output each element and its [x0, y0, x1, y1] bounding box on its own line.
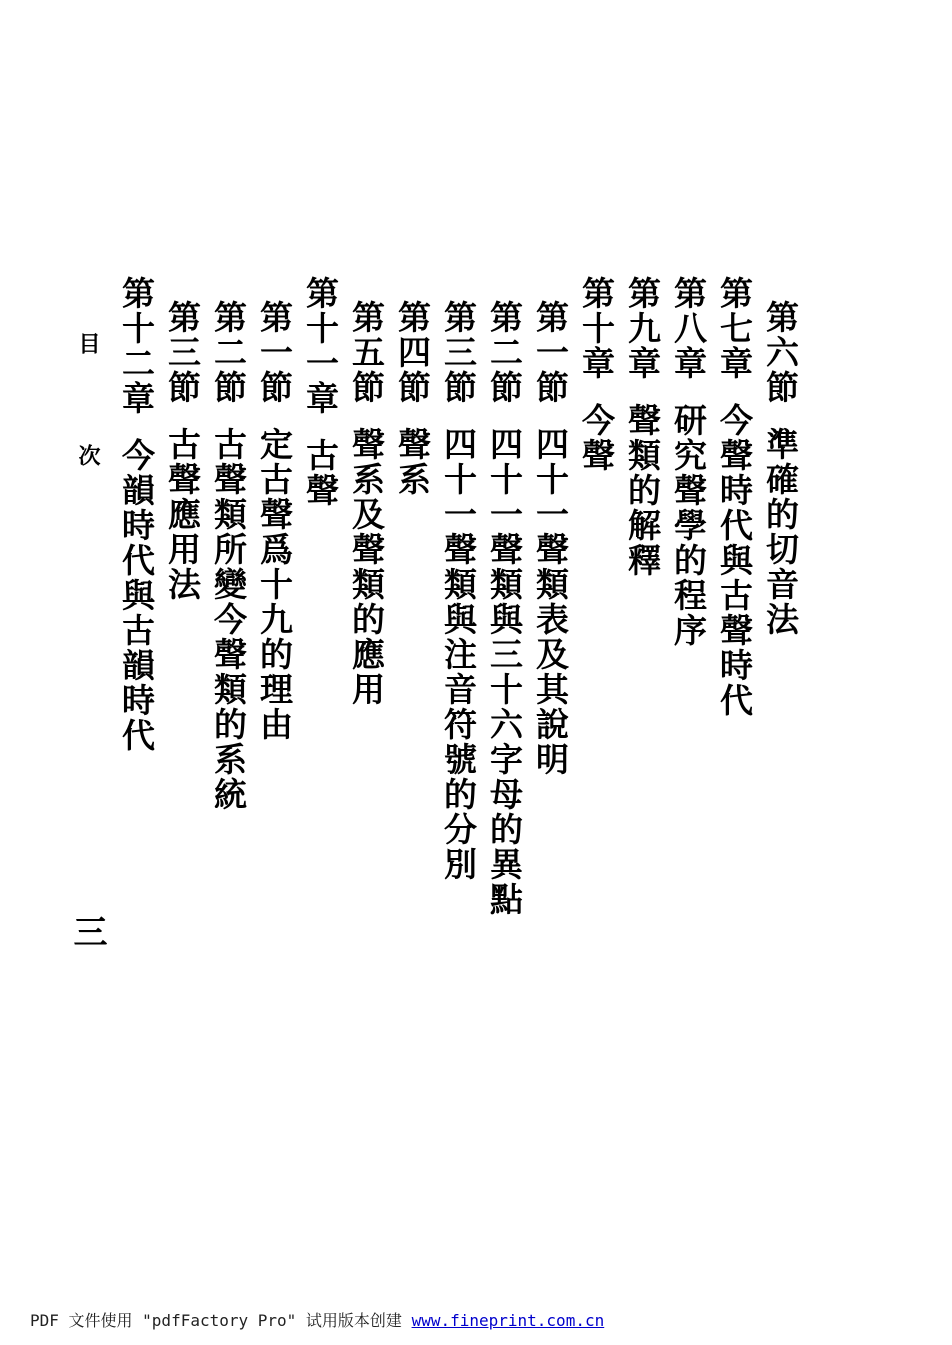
page-number: 三	[67, 914, 107, 948]
toc-entry-title: 研究聲學的程序	[669, 403, 708, 648]
footer-link[interactable]: www.fineprint.com.cn	[411, 1311, 605, 1330]
pdf-footer	[30, 1308, 604, 1331]
toc-entry-label: 第四節	[393, 300, 432, 405]
toc-entry-title: 準確的切音法	[761, 427, 800, 637]
toc-entry-label: 第二節	[209, 300, 248, 405]
toc-entry-ch10-sec2	[484, 300, 524, 917]
toc-entry-ch11	[300, 276, 340, 508]
running-head: 目次	[75, 332, 101, 556]
toc-entry-title: 今聲	[577, 403, 616, 473]
toc-entry-ch11-sec1	[254, 300, 294, 742]
toc-entry-ch9	[622, 276, 662, 578]
toc-entry-ch10-sec4	[392, 300, 432, 497]
toc-entry-label: 第六節	[761, 300, 800, 405]
toc-entry-ch10	[576, 276, 616, 473]
toc-entry-label: 第八章	[669, 276, 708, 381]
toc-entry-label: 第二節	[485, 300, 524, 405]
toc-entry-title: 四十一聲類與三十六字母的異點	[485, 427, 524, 917]
toc-entry-title: 四十一聲類表及其說明	[531, 427, 570, 777]
toc-entry-ch12	[116, 276, 156, 753]
toc-entry-ch11-sec2	[208, 300, 248, 812]
toc-entry-title: 古聲類所變今聲類的系統	[209, 427, 248, 812]
toc-entry-ch6-sec6	[760, 300, 800, 637]
toc-entry-title: 古聲應用法	[163, 427, 202, 602]
toc-entry-title: 聲類的解釋	[623, 403, 662, 578]
toc-entry-title: 今韻時代與古韻時代	[117, 438, 156, 753]
toc-entry-ch8	[668, 276, 708, 648]
toc-entry-label: 第三節	[439, 300, 478, 405]
toc-entry-label: 第七章	[715, 276, 754, 381]
toc-entry-label: 第三節	[163, 300, 202, 405]
toc-entry-label: 第一節	[255, 300, 294, 405]
toc-entry-title: 聲系及聲類的應用	[347, 427, 386, 707]
toc-entry-label: 第十章	[577, 276, 616, 381]
toc-entry-title: 古聲	[301, 438, 340, 508]
toc-entry-ch7	[714, 276, 754, 718]
toc-entry-ch10-sec3	[438, 300, 478, 882]
toc-entry-title: 四十一聲類與注音符號的分別	[439, 427, 478, 882]
toc-entry-title: 聲系	[393, 427, 432, 497]
toc-entry-ch10-sec1	[530, 300, 570, 777]
toc-entry-ch10-sec5	[346, 300, 386, 707]
toc-entry-label: 第一節	[531, 300, 570, 405]
toc-entry-ch11-sec3	[162, 300, 202, 602]
toc-entry-label: 第九章	[623, 276, 662, 381]
toc-entry-title: 定古聲爲十九的理由	[255, 427, 294, 742]
footer-text: PDF 文件使用 "pdfFactory Pro" 试用版本创建	[30, 1311, 412, 1330]
toc-entry-label: 第十二章	[117, 276, 156, 416]
toc-entry-label: 第五節	[347, 300, 386, 405]
toc-entry-title: 今聲時代與古聲時代	[715, 403, 754, 718]
toc-entry-label: 第十一章	[301, 276, 340, 416]
